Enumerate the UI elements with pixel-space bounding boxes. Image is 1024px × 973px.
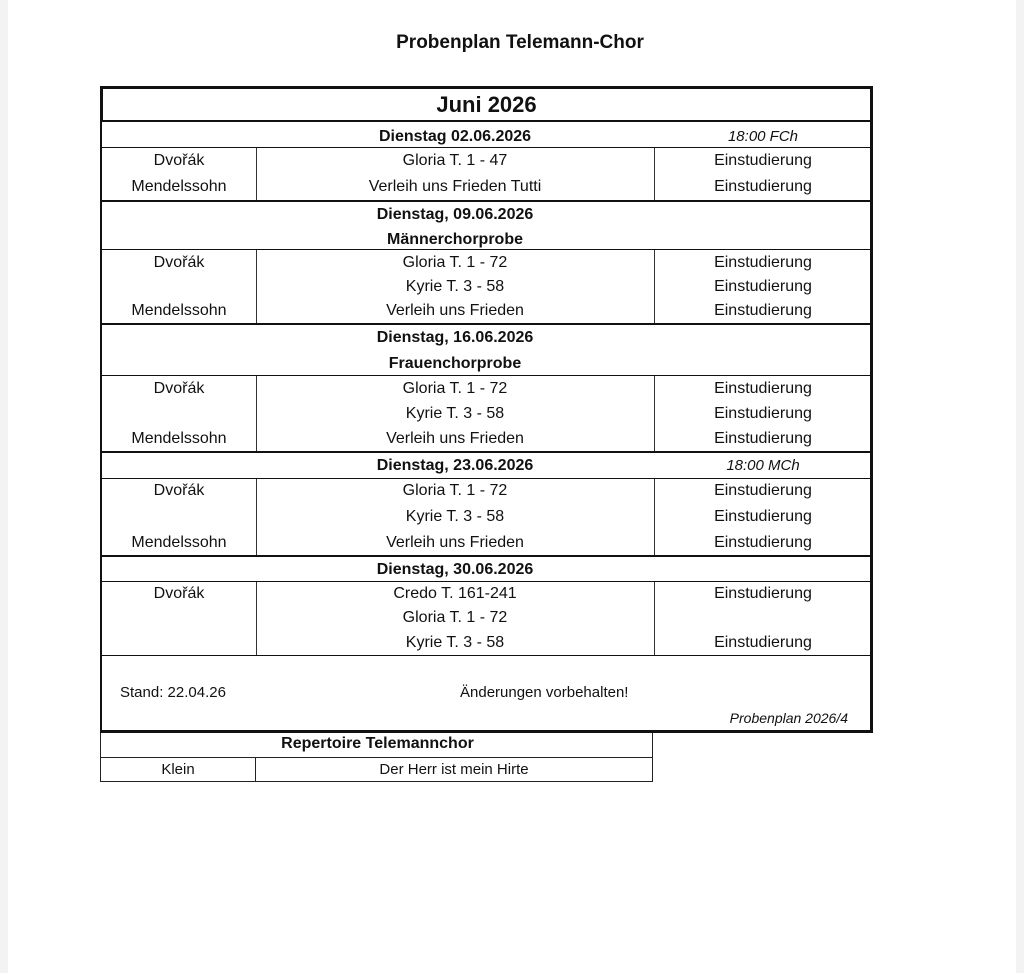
section-divider	[102, 655, 872, 656]
composer-cell: Dvořák	[153, 482, 205, 499]
composer-cell: Mendelssohn	[131, 302, 227, 319]
work-cell: Credo T. 161-241	[393, 585, 517, 602]
composer-cell: Mendelssohn	[131, 178, 227, 195]
schedule-table	[100, 122, 873, 733]
status-cell: Einstudierung	[714, 254, 812, 271]
repertoire-title: Repertoire Telemannchor	[281, 735, 474, 752]
composer-cell: Dvořák	[153, 254, 205, 271]
work-cell: Gloria T. 1 - 72	[402, 380, 508, 397]
month-header: Juni 2026	[100, 86, 873, 122]
work-cell: Gloria T. 1 - 72	[402, 609, 508, 626]
section-divider	[102, 200, 872, 202]
composer-cell: Mendelssohn	[131, 430, 227, 447]
row-divider	[101, 757, 652, 758]
row-divider	[102, 375, 872, 376]
status-cell: Einstudierung	[714, 302, 812, 319]
row-divider	[102, 478, 872, 479]
composer-cell: Dvořák	[153, 152, 205, 169]
work-cell: Verleih uns Frieden Tutti	[368, 178, 542, 195]
repertoire-work: Der Herr ist mein Hirte	[379, 761, 529, 778]
status-cell: Einstudierung	[714, 405, 812, 422]
status-cell: Einstudierung	[714, 585, 812, 602]
status-cell: Einstudierung	[714, 178, 812, 195]
status-cell: Einstudierung	[714, 634, 812, 651]
session-note: Frauenchorprobe	[388, 355, 522, 372]
session-date: Dienstag 02.06.2026	[378, 128, 532, 145]
session-time: 18:00 FCh	[727, 128, 799, 145]
session-date: Dienstag, 23.06.2026	[376, 457, 534, 474]
session-date: Dienstag, 30.06.2026	[376, 561, 534, 578]
session-note: Männerchorprobe	[386, 231, 523, 248]
section-divider	[102, 555, 872, 557]
work-cell: Kyrie T. 3 - 58	[405, 278, 505, 295]
repertoire-table	[100, 733, 653, 782]
session-time: 18:00 MCh	[726, 457, 800, 474]
work-cell: Gloria T. 1 - 72	[402, 482, 508, 499]
composer-cell: Dvořák	[153, 380, 205, 397]
work-cell: Verleih uns Frieden	[386, 534, 524, 551]
composer-cell: Mendelssohn	[131, 534, 227, 551]
changes-notice: Änderungen vorbehalten!	[460, 684, 629, 701]
status-cell: Einstudierung	[714, 508, 812, 525]
row-divider	[102, 249, 872, 250]
page-title: Probenplan Telemann-Chor	[396, 32, 644, 53]
session-date: Dienstag, 09.06.2026	[376, 206, 534, 223]
session-date: Dienstag, 16.06.2026	[376, 329, 534, 346]
work-cell: Kyrie T. 3 - 58	[405, 405, 505, 422]
section-divider	[102, 451, 872, 453]
section-divider	[102, 323, 872, 325]
plan-id: Probenplan 2026/4	[729, 710, 848, 726]
status-cell: Einstudierung	[714, 380, 812, 397]
status-cell: Einstudierung	[714, 278, 812, 295]
composer-cell: Dvořák	[153, 585, 205, 602]
status-cell: Einstudierung	[714, 152, 812, 169]
status-cell: Einstudierung	[714, 534, 812, 551]
repertoire-composer: Klein	[161, 761, 195, 778]
work-cell: Verleih uns Frieden	[386, 302, 524, 319]
work-cell: Gloria T. 1 - 72	[402, 254, 508, 271]
status-cell: Einstudierung	[714, 430, 812, 447]
row-divider	[102, 581, 872, 582]
stand-date: Stand: 22.04.26	[120, 684, 226, 701]
document-page	[8, 0, 1016, 973]
work-cell: Gloria T. 1 - 47	[402, 152, 508, 169]
work-cell: Verleih uns Frieden	[386, 430, 524, 447]
row-divider	[102, 147, 872, 148]
work-cell: Kyrie T. 3 - 58	[405, 508, 505, 525]
status-cell: Einstudierung	[714, 482, 812, 499]
work-cell: Kyrie T. 3 - 58	[405, 634, 505, 651]
